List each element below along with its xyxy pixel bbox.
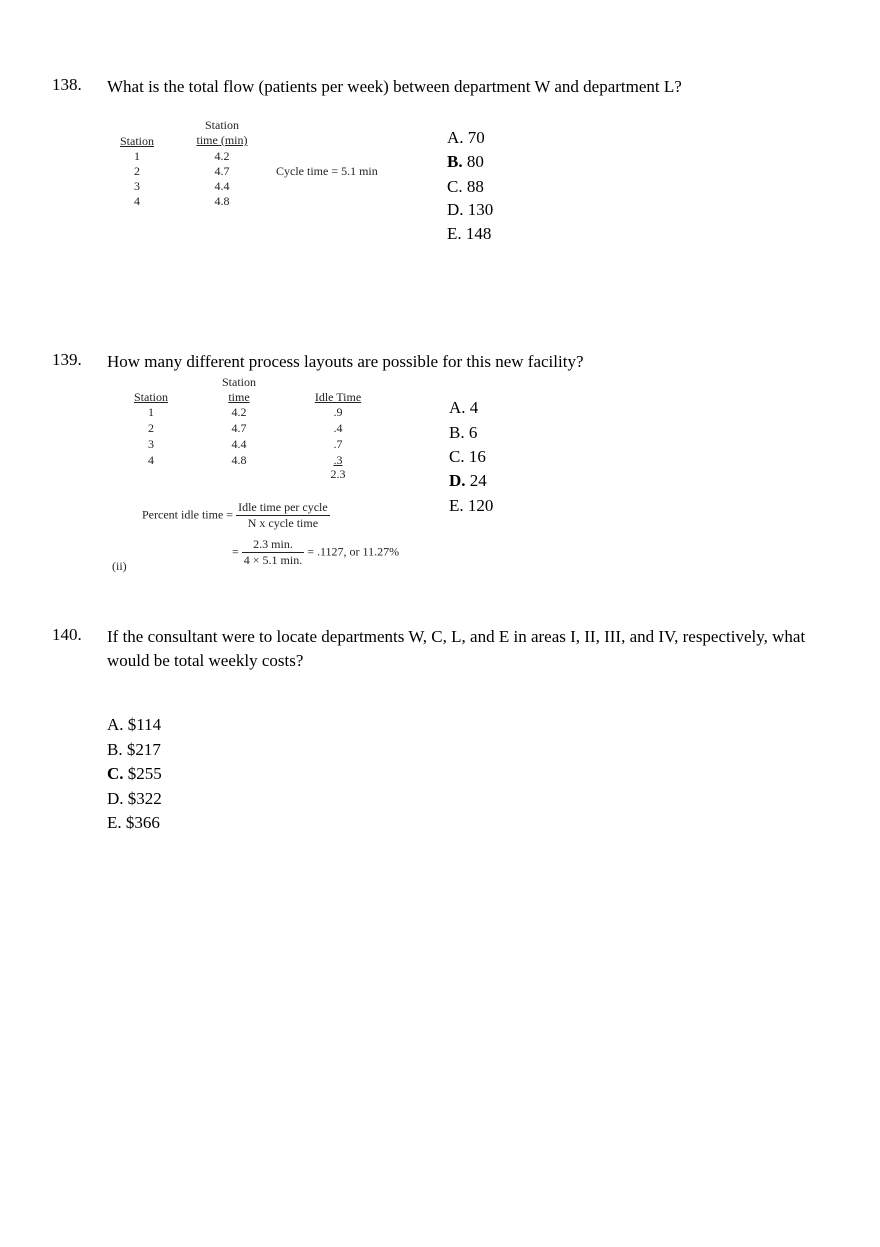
option-d: D. $322 [107, 789, 162, 808]
idle-time-header: Idle Time [314, 390, 362, 404]
question-text: How many different process layouts are possible for this new facility? [107, 352, 584, 371]
option-a: A. 70 [447, 128, 485, 147]
time-cell: 4.4 [231, 437, 247, 451]
station-cell: 3 [148, 437, 154, 451]
option-c: C. 88 [447, 177, 484, 196]
question-text: What is the total flow (patients per week) between department W and department L? [107, 77, 682, 96]
formula-numerator: Idle time per cycle [238, 500, 328, 514]
time-header-line1: Station [204, 118, 239, 132]
calc-denominator: 4 × 5.1 min. [243, 553, 303, 567]
time-cell: 4.8 [231, 453, 247, 467]
idle-cell: .7 [333, 437, 343, 451]
option-a: A. $114 [107, 715, 162, 734]
formula-label: Percent idle time = [142, 507, 234, 522]
time-header-line2: time (min) [196, 133, 248, 147]
time-cell: 4.4 [214, 179, 230, 193]
station-cell: 1 [148, 405, 154, 419]
question-number: 138. [52, 75, 82, 94]
time-cell: 4.2 [231, 405, 247, 419]
time-header-line1: Station [221, 375, 256, 389]
option-e: E. 148 [447, 224, 492, 243]
option-d: D. 130 [447, 200, 494, 219]
option-e: E. 120 [449, 496, 494, 515]
station-header: Station [119, 134, 154, 148]
station-cell: 2 [148, 421, 154, 435]
station-cell: 4 [134, 194, 140, 208]
option-e: E. $366 [107, 813, 160, 832]
formula-denominator: N x cycle time [247, 516, 319, 530]
station-cell: 3 [134, 179, 140, 193]
part-label: (ii) [112, 559, 127, 573]
time-cell: 4.8 [214, 194, 230, 208]
percent-idle-formula [142, 500, 330, 531]
question-text-line2: would be total weekly costs? [107, 651, 304, 670]
calc-fraction [242, 537, 304, 568]
calc-result: = .1127, or 11.27% [307, 544, 400, 559]
idle-cell: .9 [333, 405, 343, 419]
question-number: 139. [52, 350, 82, 369]
time-cell: 4.7 [214, 164, 230, 178]
idle-calculation: = $\frac{2.3 \min.}{4 \times 5.1 \min.}$ = .1127, or 11.27% [232, 537, 400, 567]
option-a: A. 4 [449, 398, 479, 417]
option-b: B. 6 [449, 423, 478, 442]
cycle-time-note: Cycle time = 5.1 min [276, 164, 378, 178]
formula-fraction [236, 500, 330, 531]
idle-cell: .3 [333, 453, 343, 467]
option-c: C. 16 [449, 447, 486, 466]
option-d: D. 24 [449, 471, 487, 490]
station-cell: 4 [148, 453, 154, 467]
idle-total: 2.3 [330, 467, 346, 481]
station-cell: 1 [134, 149, 140, 163]
calc-numerator: 2.3 min. [242, 537, 304, 553]
option-b: B. $217 [107, 740, 161, 759]
time-cell: 4.2 [214, 149, 230, 163]
option-c: C. $255 [107, 764, 162, 783]
time-cell: 4.7 [231, 421, 247, 435]
idle-cell: .4 [333, 421, 343, 435]
question-text-line1: If the consultant were to locate departments W, C, L, and E in areas I, II, III, and IV, respectively, what [107, 627, 806, 646]
question-number: 140. [52, 625, 82, 644]
station-header: Station [133, 390, 168, 404]
station-cell: 2 [134, 164, 140, 178]
time-header-line2: time [228, 390, 250, 404]
option-b: B. 80 [447, 152, 484, 171]
